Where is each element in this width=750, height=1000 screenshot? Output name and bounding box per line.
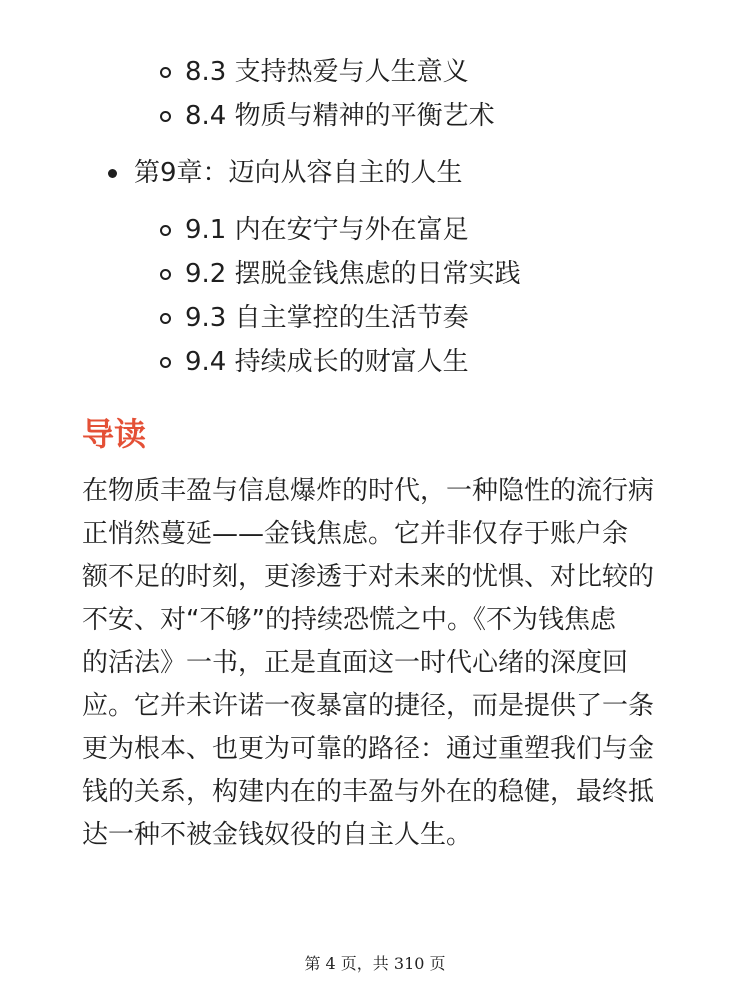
circle-bullet-icon <box>160 313 171 324</box>
circle-bullet-icon <box>160 357 171 368</box>
toc-item-label: 9.3 自主掌控的生活节奏 <box>185 303 469 333</box>
circle-bullet-icon <box>160 67 171 78</box>
toc-chapter-9 <box>108 155 463 191</box>
toc-item-9-4 <box>160 344 469 380</box>
toc-item-label: 8.4 物质与精神的平衡艺术 <box>185 101 495 131</box>
toc-item-9-3 <box>160 300 469 336</box>
toc-item-8-4 <box>160 98 495 134</box>
toc-item-label: 9.2 摆脱金钱焦虑的日常实践 <box>185 259 521 289</box>
paragraph-line: 达一种不被金钱奴役的自主人生。 <box>82 820 473 850</box>
toc-item-label: 9.1 内在安宁与外在富足 <box>185 215 469 245</box>
disc-bullet-icon <box>108 169 117 178</box>
toc-item-8-3 <box>160 54 469 90</box>
intro-paragraph <box>82 470 682 857</box>
page-number-footer: 第 4 页，共 310 页 <box>304 954 446 973</box>
paragraph-line: 不安、对“不够”的持续恐慌之中。《不为钱焦虑 <box>82 605 616 635</box>
toc-item-9-2 <box>160 256 521 292</box>
paragraph-line: 的活法》一书，正是直面这一时代心绪的深度回 <box>82 648 629 678</box>
paragraph-line: 应。它并未许诺一夜暴富的捷径，而是提供了一条 <box>82 691 655 721</box>
paragraph-line: 更为根本、也更为可靠的路径：通过重塑我们与金 <box>82 734 655 764</box>
circle-bullet-icon <box>160 225 171 236</box>
paragraph-line: 在物质丰盈与信息爆炸的时代，一种隐性的流行病 <box>82 476 655 506</box>
toc-item-label: 8.3 支持热爱与人生意义 <box>185 57 469 87</box>
circle-bullet-icon <box>160 111 171 122</box>
toc-item-label: 9.4 持续成长的财富人生 <box>185 347 469 377</box>
toc-item-9-1 <box>160 212 469 248</box>
paragraph-line: 正悄然蔓延——金钱焦虑。它并非仅存于账户余 <box>82 519 629 549</box>
toc-chapter-title: 第9章：迈向从容自主的人生 <box>134 158 463 188</box>
circle-bullet-icon <box>160 269 171 280</box>
paragraph-line: 额不足的时刻，更渗透于对未来的忧惧、对比较的 <box>82 562 655 592</box>
intro-heading: 导读 <box>82 415 147 453</box>
paragraph-line: 钱的关系，构建内在的丰盈与外在的稳健，最终抵 <box>82 777 655 807</box>
